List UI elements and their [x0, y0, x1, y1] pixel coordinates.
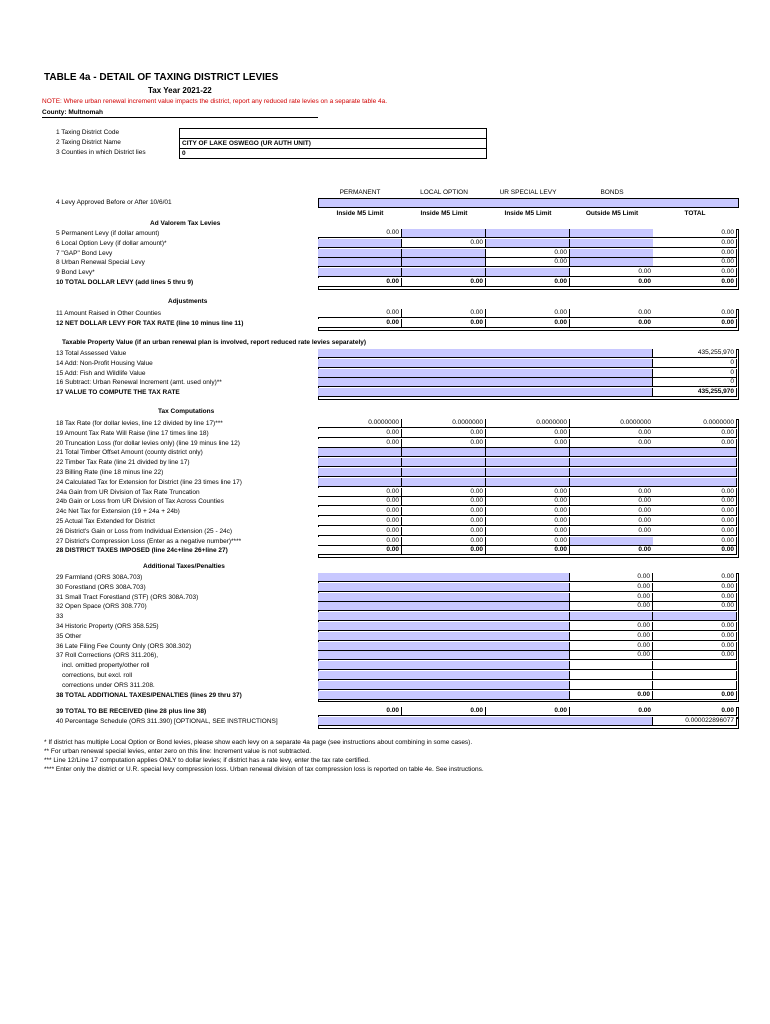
- tax-year: Tax Year 2021-22: [148, 86, 212, 95]
- line40-value[interactable]: 0.000022896077: [653, 717, 737, 726]
- tax_rows-cell[interactable]: [318, 478, 402, 487]
- ad_valorem_rows-cell[interactable]: [486, 268, 570, 277]
- adjustment_rows-cell[interactable]: 0.00: [402, 319, 486, 328]
- taxable-label: 14 Add: Non-Profit Housing Value: [56, 359, 153, 367]
- tax_rows-cell[interactable]: 0.00: [318, 497, 402, 506]
- additional-total[interactable]: 0.00: [653, 651, 737, 660]
- additional-shade[interactable]: [318, 661, 570, 670]
- sub-total: TOTAL: [684, 210, 706, 217]
- county-underline: [42, 117, 318, 118]
- tax_rows-cell[interactable]: 0.00: [402, 488, 486, 497]
- ad_valorem_rows-cell[interactable]: 0.00: [318, 278, 402, 287]
- tax_rows-cell[interactable]: 0.00: [402, 507, 486, 516]
- additional-shade[interactable]: [318, 642, 570, 651]
- additional-shade[interactable]: [318, 583, 570, 592]
- taxable-value[interactable]: 0: [653, 359, 737, 368]
- additional-bonds[interactable]: 0.00: [570, 691, 653, 700]
- additional-total[interactable]: 0.00: [653, 632, 737, 641]
- line39-cell[interactable]: 0.00: [653, 707, 737, 716]
- tax_rows-cell[interactable]: 0.00: [570, 517, 654, 526]
- additional-bonds[interactable]: 0.00: [570, 583, 653, 592]
- tax_rows-label: 24 Calculated Tax for Extension for District (line 23 times line 17): [56, 478, 242, 486]
- ad_valorem_rows-cell[interactable]: [318, 249, 402, 258]
- ad_valorem_rows-cell[interactable]: 0.00: [653, 239, 737, 248]
- tax_rows-cell[interactable]: 0.00: [486, 429, 570, 438]
- additional-label: 33: [56, 613, 64, 621]
- additional-bonds[interactable]: 0.00: [570, 632, 653, 641]
- taxable-label: 15 Add: Fish and Wildlife Value: [56, 369, 146, 377]
- tax_rows-label: 20 Truncation Loss (for dollar levies only) (line 19 minus line 12): [56, 439, 240, 447]
- additional-bonds[interactable]: 0.00: [570, 573, 653, 582]
- additional-shade[interactable]: [318, 681, 570, 690]
- ad_valorem_rows-label: 9 Bond Levy*: [56, 269, 95, 277]
- tax_rows-cell[interactable]: [318, 458, 402, 467]
- sub-local-option: Inside M5 Limit: [420, 210, 468, 217]
- additional-shade[interactable]: [318, 602, 570, 611]
- col-permanent: PERMANENT: [339, 189, 381, 196]
- section-adjustments: Adjustments: [168, 298, 208, 305]
- additional-label: corrections, but excl. roll: [62, 672, 133, 679]
- additional-total[interactable]: 0.00: [653, 622, 737, 631]
- tax_rows-cell[interactable]: 0.00: [318, 527, 402, 536]
- tax_rows-label: 21 Total Timber Offset Amount (county district only): [56, 449, 203, 457]
- additional-shade[interactable]: [318, 622, 570, 631]
- ad_valorem_rows-cell[interactable]: [570, 239, 654, 248]
- additional-bonds[interactable]: 0.00: [570, 651, 653, 660]
- tax_rows-cell[interactable]: 0.00: [653, 517, 737, 526]
- ad_valorem_rows-cell[interactable]: [570, 249, 654, 258]
- tax_rows-cell[interactable]: 0.0000000: [570, 419, 654, 428]
- taxable-shade[interactable]: [318, 349, 653, 358]
- additional-total[interactable]: [653, 671, 737, 680]
- tax_rows-cell[interactable]: [653, 478, 737, 487]
- ad_valorem_rows-cell[interactable]: 0.00: [318, 229, 402, 238]
- tax_rows-label: 28 DISTRICT TAXES IMPOSED (line 24c+line 26+line 27): [56, 547, 228, 555]
- line4-label: 4 Levy Approved Before or After 10/6/01: [56, 199, 172, 206]
- line39-label: 39 TOTAL TO BE RECEIVED (line 28 plus line 38): [56, 708, 207, 715]
- sub-ur-special: Inside M5 Limit: [504, 210, 552, 217]
- counties-label: 3 Counties in which District lies: [56, 149, 146, 156]
- tax_rows-cell[interactable]: [402, 478, 486, 487]
- ad_valorem_rows-cell[interactable]: [486, 229, 570, 238]
- ad_valorem_rows-cell[interactable]: 0.00: [653, 258, 737, 267]
- tax_rows-cell[interactable]: 0.00: [570, 488, 654, 497]
- ad_valorem_rows-cell[interactable]: 0.00: [486, 278, 570, 287]
- taxable-label: 13 Total Assessed Value: [56, 350, 127, 357]
- additional-bonds[interactable]: [570, 612, 653, 621]
- adjustment_rows-cell[interactable]: 0.00: [318, 309, 402, 318]
- additional-label: corrections under ORS 311.208.: [62, 681, 155, 689]
- taxable-shade[interactable]: [318, 388, 653, 397]
- ad_valorem_rows-label: 6 Local Option Levy (if dollar amount)*: [56, 239, 167, 247]
- tax_rows-cell[interactable]: [653, 468, 737, 477]
- additional-total[interactable]: 0.00: [653, 583, 737, 592]
- taxable-value[interactable]: 0: [653, 378, 737, 387]
- tax_rows-cell[interactable]: 0.00: [402, 439, 486, 448]
- ad_valorem_rows-cell[interactable]: [402, 249, 486, 258]
- ad_valorem_rows-cell[interactable]: [318, 268, 402, 277]
- tax_rows-cell[interactable]: 0.00: [402, 537, 486, 546]
- ad_valorem_rows-cell[interactable]: 0.00: [570, 278, 654, 287]
- tax_rows-cell[interactable]: 0.00: [486, 546, 570, 555]
- page-title: TABLE 4a - DETAIL OF TAXING DISTRICT LEVIES: [44, 72, 279, 83]
- tax_rows-cell[interactable]: 0.00: [653, 497, 737, 506]
- additional-label: 32 Open Space (ORS 308.770): [56, 603, 147, 611]
- section-taxable: Taxable Property Value (if an urban renewal plan is involved, report reduced rate levies separately): [62, 339, 367, 346]
- tax_rows-cell[interactable]: [486, 458, 570, 467]
- additional-shade[interactable]: [318, 632, 570, 641]
- county-label: County: Multnomah: [42, 109, 104, 116]
- tax_rows-cell[interactable]: 0.00: [402, 429, 486, 438]
- taxable-value[interactable]: 0: [653, 369, 737, 378]
- additional-label: 34 Historic Property (ORS 358.525): [56, 623, 159, 630]
- col-local-option: LOCAL OPTION: [420, 189, 468, 196]
- tax_rows-cell[interactable]: 0.00: [402, 517, 486, 526]
- additional-label: 38 TOTAL ADDITIONAL TAXES/PENALTIES (lines 29 thru 37): [56, 691, 242, 699]
- line39-cell[interactable]: 0.00: [570, 707, 654, 716]
- tax_rows-cell[interactable]: [570, 478, 654, 487]
- additional-bonds[interactable]: [570, 661, 653, 670]
- additional-bonds[interactable]: 0.00: [570, 622, 653, 631]
- tax_rows-cell[interactable]: 0.00: [570, 439, 654, 448]
- additional-label: 36 Late Filing Fee County Only (ORS 308.302): [56, 642, 192, 650]
- footnote: ** For urban renewal special levies, enter zero on this line: Increment value is not subtracted.: [44, 748, 311, 755]
- tax_rows-cell[interactable]: 0.00: [653, 527, 737, 536]
- additional-shade[interactable]: [318, 691, 570, 700]
- additional-bonds[interactable]: 0.00: [570, 602, 653, 611]
- ad_valorem_rows-label: 7 "GAP" Bond Levy: [56, 249, 113, 257]
- adjustment_rows-label: 12 NET DOLLAR LEVY FOR TAX RATE (line 10 minus line 11): [56, 319, 244, 327]
- adjustment_rows-cell[interactable]: 0.00: [570, 309, 654, 318]
- tax_rows-cell[interactable]: 0.0000000: [402, 419, 486, 428]
- tax_rows-cell[interactable]: 0.00: [570, 507, 654, 516]
- ad_valorem_rows-cell[interactable]: [318, 239, 402, 248]
- ad_valorem_rows-cell[interactable]: 0.00: [653, 268, 737, 277]
- ad_valorem_rows-cell[interactable]: 0.00: [653, 278, 737, 287]
- tax_rows-cell[interactable]: 0.00: [653, 488, 737, 497]
- tax_rows-cell[interactable]: 0.0000000: [486, 419, 570, 428]
- section-tax-computations: Tax Computations: [158, 408, 215, 415]
- additional-bonds[interactable]: 0.00: [570, 593, 653, 602]
- adjustment_rows-cell[interactable]: 0.00: [653, 309, 737, 318]
- additional-bonds[interactable]: 0.00: [570, 642, 653, 651]
- sub-permanent: Inside M5 Limit: [336, 210, 384, 217]
- tax_rows-cell[interactable]: [402, 448, 486, 457]
- tax_rows-cell[interactable]: [486, 448, 570, 457]
- tax_rows-cell[interactable]: 0.00: [318, 517, 402, 526]
- tax_rows-cell[interactable]: 0.00: [486, 517, 570, 526]
- tax_rows-label: 24b Gain or Loss from UR Division of Tax Across Counties: [56, 498, 224, 506]
- tax_rows-cell[interactable]: 0.00: [318, 546, 402, 555]
- tax_rows-cell[interactable]: 0.00: [318, 429, 402, 438]
- adjustment_rows-cell[interactable]: 0.00: [318, 319, 402, 328]
- ad_valorem_rows-cell[interactable]: 0.00: [486, 258, 570, 267]
- tax_rows-cell[interactable]: 0.00: [486, 527, 570, 536]
- line39-cell[interactable]: 0.00: [486, 707, 570, 716]
- ad_valorem_rows-cell[interactable]: [402, 258, 486, 267]
- taxable-shade[interactable]: [318, 378, 653, 387]
- ad_valorem_rows-cell[interactable]: 0.00: [402, 278, 486, 287]
- tax_rows-label: 24c Net Tax for Extension (19 + 24a + 24b): [56, 508, 180, 516]
- additional-total[interactable]: 0.00: [653, 602, 737, 611]
- additional-label: 37 Roll Corrections (ORS 311.206),: [56, 652, 159, 660]
- additional-bonds[interactable]: [570, 681, 653, 690]
- line40-label: 40 Percentage Schedule (ORS 311.390) [OPTIONAL, SEE INSTRUCTIONS]: [56, 718, 278, 725]
- ad_valorem_rows-cell[interactable]: 0.00: [653, 229, 737, 238]
- tax_rows-cell[interactable]: 0.00: [653, 439, 737, 448]
- district-name-label: 2 Taxing District Name: [56, 139, 121, 146]
- additional-total[interactable]: 0.00: [653, 642, 737, 651]
- counties-field[interactable]: 0: [182, 150, 186, 157]
- ad_valorem_rows-cell[interactable]: 0.00: [570, 268, 654, 277]
- tax_rows-cell[interactable]: 0.00: [570, 429, 654, 438]
- taxable-shade[interactable]: [318, 369, 653, 378]
- tax_rows-label: 27 District's Compression Loss (Enter as a negative number)****: [56, 537, 242, 545]
- additional-shade[interactable]: [318, 612, 570, 621]
- tax_rows-label: 25 Actual Tax Extended for District: [56, 518, 155, 525]
- tax_rows-cell[interactable]: [653, 448, 737, 457]
- additional-bonds[interactable]: [570, 671, 653, 680]
- tax_rows-cell[interactable]: 0.0000000: [318, 419, 402, 428]
- ad_valorem_rows-cell[interactable]: [402, 229, 486, 238]
- tax_rows-cell[interactable]: 0.00: [570, 497, 654, 506]
- line4-field[interactable]: [318, 198, 739, 208]
- tax_rows-cell[interactable]: 0.00: [318, 439, 402, 448]
- additional-total[interactable]: [653, 681, 737, 690]
- tax_rows-cell[interactable]: 0.00: [486, 488, 570, 497]
- additional-total[interactable]: 0.00: [653, 593, 737, 602]
- adjustment_rows-cell[interactable]: 0.00: [653, 319, 737, 328]
- adjustment_rows-label: 11 Amount Raised in Other Counties: [56, 310, 162, 317]
- tax_rows-cell[interactable]: [570, 537, 654, 546]
- section-ad-valorem: Ad Valorem Tax Levies: [150, 220, 221, 227]
- footnote: **** Enter only the district or U.R. special levy compression loss. Urban renewal division of tax compression loss is reported on table 4e. See instructions.: [44, 766, 484, 773]
- tax_rows-cell[interactable]: 0.00: [486, 537, 570, 546]
- taxable-value[interactable]: 435,255,970: [653, 349, 737, 358]
- district-code-field[interactable]: [180, 129, 486, 139]
- tax_rows-cell[interactable]: 0.00: [318, 507, 402, 516]
- tax_rows-cell[interactable]: 0.00: [486, 497, 570, 506]
- ad_valorem_rows-cell[interactable]: 0.00: [402, 239, 486, 248]
- ad_valorem_rows-cell[interactable]: [318, 258, 402, 267]
- additional-label: 30 Forestland (ORS 308A.703): [56, 583, 146, 591]
- tax_rows-label: 24a Gain from UR Division of Tax Rate Truncation: [56, 488, 200, 496]
- district-name-field[interactable]: CITY OF LAKE OSWEGO (UR AUTH UNIT): [180, 139, 486, 149]
- section-additional: Additional Taxes/Penalties: [143, 563, 225, 570]
- footnote: * If district has multiple Local Option or Bond levies, please show each levy on a separate 4a page (see instructions about combining in some cases).: [44, 739, 473, 746]
- tax_rows-cell[interactable]: [570, 448, 654, 457]
- additional-label: 35 Other: [56, 632, 82, 640]
- ad_valorem_rows-label: 5 Permanent Levy (if dollar amount): [56, 230, 160, 237]
- tax_rows-cell[interactable]: [318, 468, 402, 477]
- district-code-label: 1 Taxing District Code: [56, 129, 120, 136]
- tax_rows-cell[interactable]: [402, 468, 486, 477]
- adjustment_rows-cell[interactable]: 0.00: [486, 319, 570, 328]
- adjustment_rows-cell[interactable]: 0.00: [402, 309, 486, 318]
- taxable-value[interactable]: 435,255,970: [653, 388, 737, 397]
- line40-shade[interactable]: [318, 717, 653, 726]
- tax_rows-cell[interactable]: [570, 458, 654, 467]
- tax_rows-cell[interactable]: 0.00: [318, 488, 402, 497]
- tax_rows-label: 26 District's Gain or Loss from Individual Extension (25 - 24c): [56, 527, 233, 535]
- sub-bonds: Outside M5 Limit: [585, 210, 639, 217]
- additional-shade[interactable]: [318, 671, 570, 680]
- additional-shade[interactable]: [318, 651, 570, 660]
- tax_rows-cell[interactable]: 0.00: [402, 546, 486, 555]
- footnote: *** Line 12/Line 17 computation applies ONLY to dollar levies; if district has a rate levy, enter the tax rate certified.: [44, 757, 370, 764]
- tax_rows-cell[interactable]: 0.00: [318, 537, 402, 546]
- tax_rows-cell[interactable]: [653, 458, 737, 467]
- tax_rows-label: 19 Amount Tax Rate Will Raise (line 17 times line 18): [56, 429, 209, 437]
- tax_rows-cell[interactable]: 0.00: [570, 546, 654, 555]
- taxable-label: 17 VALUE TO COMPUTE THE TAX RATE: [56, 389, 180, 397]
- tax_rows-label: 18 Tax Rate (for dollar levies, line 12 divided by line 17)***: [56, 420, 223, 427]
- tax_rows-label: 23 Billing Rate (line 18 minus line 22): [56, 469, 164, 476]
- tax_rows-cell[interactable]: 0.00: [653, 507, 737, 516]
- tax_rows-cell[interactable]: 0.0000000: [653, 419, 737, 428]
- additional-total[interactable]: 0.00: [653, 573, 737, 582]
- additional-total[interactable]: [653, 661, 737, 670]
- tax_rows-cell[interactable]: 0.00: [570, 527, 654, 536]
- ad_valorem_rows-cell[interactable]: [570, 258, 654, 267]
- district-id-box: [179, 128, 487, 159]
- note-text: NOTE: Where urban renewal increment value impacts the district, report any reduced rate levies on a separate table 4a.: [42, 98, 388, 105]
- ad_valorem_rows-cell[interactable]: 0.00: [486, 249, 570, 258]
- taxable-label: 16 Subtract: Urban Renewal Increment (amt. used only)**: [56, 379, 222, 387]
- ad_valorem_rows-label: 10 TOTAL DOLLAR LEVY (add lines 5 thru 9): [56, 279, 194, 286]
- additional-shade[interactable]: [318, 593, 570, 602]
- adjustment_rows-cell[interactable]: 0.00: [570, 319, 654, 328]
- tax_rows-cell[interactable]: 0.00: [486, 507, 570, 516]
- tax_rows-cell[interactable]: [402, 458, 486, 467]
- tax_rows-label: 22 Timber Tax Rate (line 21 divided by line 17): [56, 459, 190, 467]
- additional-total[interactable]: [653, 612, 737, 621]
- adjustment_rows-cell[interactable]: 0.00: [486, 309, 570, 318]
- tax_rows-cell[interactable]: 0.00: [486, 439, 570, 448]
- tax_rows-cell[interactable]: [318, 448, 402, 457]
- ad_valorem_rows-label: 8 Urban Renewal Special Levy: [56, 259, 145, 267]
- ad_valorem_rows-cell[interactable]: [402, 268, 486, 277]
- tax_rows-cell[interactable]: [570, 468, 654, 477]
- tax_rows-cell[interactable]: [486, 478, 570, 487]
- col-ur-special: UR SPECIAL LEVY: [499, 189, 557, 196]
- line39-cell[interactable]: 0.00: [402, 707, 486, 716]
- col-bonds: BONDS: [600, 189, 624, 196]
- ad_valorem_rows-cell[interactable]: [486, 239, 570, 248]
- tax_rows-cell[interactable]: 0.00: [653, 429, 737, 438]
- ad_valorem_rows-cell[interactable]: [570, 229, 654, 238]
- additional-label: incl. omitted property/other roll: [62, 662, 150, 670]
- additional-label: 31 Small Tract Forestland (STF) (ORS 308A.703): [56, 593, 199, 601]
- tax_rows-cell[interactable]: 0.00: [402, 527, 486, 536]
- line39-cell[interactable]: 0.00: [318, 707, 402, 716]
- taxable-shade[interactable]: [318, 359, 653, 368]
- additional-label: 29 Farmland (ORS 308A.703): [56, 574, 143, 581]
- additional-shade[interactable]: [318, 573, 570, 582]
- additional-total[interactable]: 0.00: [653, 691, 737, 700]
- tax_rows-cell[interactable]: [486, 468, 570, 477]
- ad_valorem_rows-cell[interactable]: 0.00: [653, 249, 737, 258]
- tax_rows-cell[interactable]: 0.00: [402, 497, 486, 506]
- tax_rows-cell[interactable]: 0.00: [653, 537, 737, 546]
- tax_rows-cell[interactable]: 0.00: [653, 546, 737, 555]
